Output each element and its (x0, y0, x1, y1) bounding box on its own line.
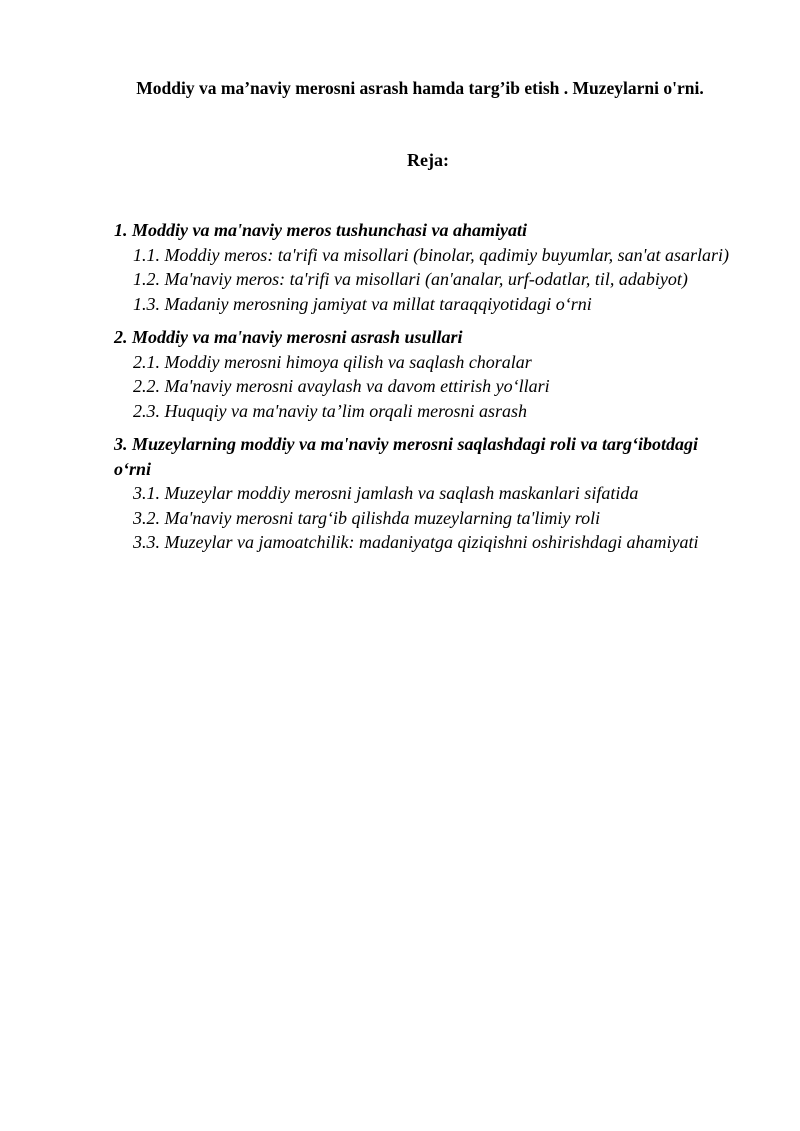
outline-section-1 (114, 218, 730, 316)
list-item: 3.2. Ma'naviy merosni targ‘ib qilishda muzeylarning ta'limiy roli (133, 507, 601, 528)
section-subitems (114, 350, 730, 424)
list-item: 2.1. Moddiy merosni himoya qilish va saqlash choralar (133, 351, 532, 372)
list-item: 2.3. Huquqiy va ma'naviy ta’lim orqali merosni asrash (133, 400, 527, 421)
list-item: 1.3. Madaniy merosning jamiyat va millat taraqqiyotidagi o‘rni (133, 293, 592, 314)
list-item: 1.2. Ma'naviy meros: ta'rifi va misollari (an'analar, urf-odatlar, til, adabiyot) (133, 269, 688, 289)
plan-outline (114, 218, 730, 564)
section-title: 1. Moddiy va ma'naviy meros tushunchasi va ahamiyati (114, 220, 528, 240)
plan-heading: Reja: (407, 150, 449, 170)
outline-section-3 (114, 432, 730, 555)
section-title: 3. Muzeylarning moddiy va ma'naviy merosni saqlashdagi roli va targ‘ibotdagi o‘rni (114, 434, 699, 479)
list-item: 3.3. Muzeylar va jamoatchilik: madaniyatga qiziqishni oshirishdagi ahamiyati (133, 532, 699, 552)
list-item: 1.1. Moddiy meros: ta'rifi va misollari (binolar, qadimiy buyumlar, san'at asarlari) (133, 244, 730, 265)
document-title: Moddiy va ma’naviy merosni asrash hamda targ’ib etish . Muzeylarni o'rni. (136, 78, 704, 98)
list-item: 2.2. Ma'naviy merosni avaylash va davom ettirish yo‘llari (133, 376, 550, 396)
section-subitems (114, 481, 730, 555)
section-subitems (114, 243, 730, 317)
list-item: 3.1. Muzeylar moddiy merosni jamlash va saqlash maskanlari sifatida (133, 483, 639, 503)
outline-section-2 (114, 325, 730, 423)
section-title: 2. Moddiy va ma'naviy merosni asrash usullari (114, 327, 463, 347)
